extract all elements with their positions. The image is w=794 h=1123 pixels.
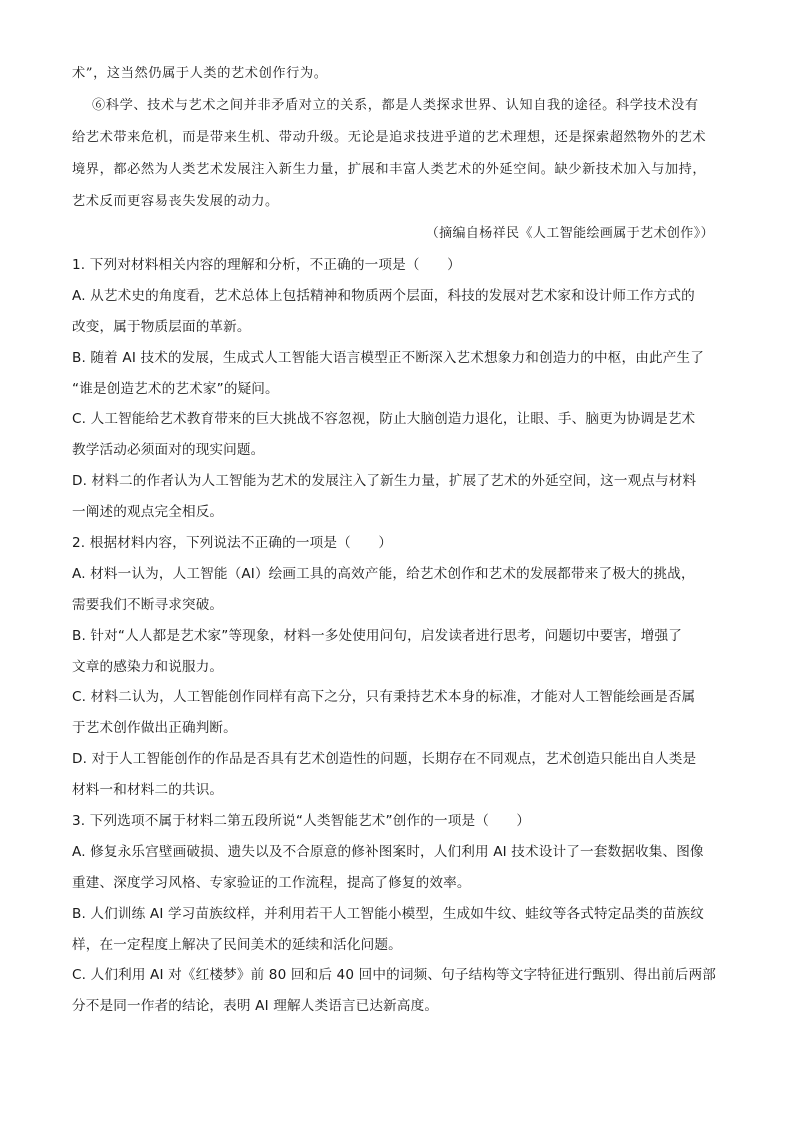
- question-section: [72, 250, 722, 1022]
- option-line: 样，在一定程度上解决了民间美术的延续和活化问题。: [72, 936, 402, 953]
- option-line: B. 随着 AI 技术的发展，生成式人工智能大语言模型正不断深入艺术想象力和创造力的中枢，由此产生了: [72, 349, 704, 366]
- option-line: A. 材料一认为，人工智能（AI）绘画工具的高效产能，给艺术创作和艺术的发展都带来了极大的挑战，: [72, 565, 695, 582]
- option-line: 改变，属于物质层面的革新。: [72, 318, 251, 335]
- source-citation: （摘编自杨祥民《人工智能绘画属于艺术创作》）: [425, 226, 714, 241]
- option-line: 教学活动必须面对的现实问题。: [72, 442, 265, 459]
- reading-passage: [72, 58, 722, 218]
- option-line: 文章的感染力和说服力。: [72, 658, 224, 675]
- option-line: “谁是创造艺术的艺术家”的疑问。: [72, 380, 279, 397]
- passage-line: 术”，这当然仍属于人类的艺术创作行为。: [72, 66, 328, 81]
- option-line: B. 针对“人人都是艺术家”等现象，材料一多处使用问句，启发读者进行思考，问题切中要害，增强了: [72, 627, 683, 644]
- option-line: A. 修复永乐宫壁画破损、遗失以及不合原意的修补图案时，人们利用 AI 技术设计了一套数据收集、图像: [72, 843, 704, 860]
- option-line: 一阐述的观点完全相反。: [72, 504, 224, 521]
- option-line: C. 人们利用 AI 对《红楼梦》前 80 回和后 40 回中的词频、句子结构等文字特征进行甄别、得出前后两部: [72, 967, 716, 984]
- question-stem: 3. 下列选项不属于材料二第五段所说“人类智能艺术”创作的一项是（ ）: [72, 813, 531, 830]
- option-line: D. 对于人工智能创作的作品是否具有艺术创造性的问题，长期存在不同观点，艺术创造只能出自人类是: [72, 751, 697, 768]
- passage-line: 给艺术带来危机，而是带来生机、带动升级。无论是追求技进乎道的艺术理想，还是探索超然物外的艺术: [72, 130, 707, 145]
- option-line: 重建、深度学习风格、专家验证的工作流程，提高了修复的效率。: [72, 874, 471, 891]
- question-stem: 2. 根据材料内容，下列说法不正确的一项是（ ）: [72, 535, 393, 552]
- passage-line: 艺术反而更容易丧失发展的动力。: [72, 194, 279, 209]
- option-line: C. 材料二认为，人工智能创作同样有高下之分，只有秉持艺术本身的标准，才能对人工智能绘画是否属: [72, 689, 696, 706]
- option-line: 于艺术创作做出正确判断。: [72, 720, 237, 737]
- passage-line: ⑥科学、技术与艺术之间并非矛盾对立的关系，都是人类探求世界、认知自我的途径。科学技术没有: [92, 98, 699, 113]
- option-line: 需要我们不断寻求突破。: [72, 596, 224, 613]
- option-line: 分不是同一作者的结论，表明 AI 理解人类语言已达新高度。: [72, 998, 439, 1015]
- passage-line: 境界，都必然为人类艺术发展注入新生力量，扩展和丰富人类艺术的外延空间。缺少新技术加入与加持，: [72, 162, 707, 177]
- option-line: D. 材料二的作者认为人工智能为艺术的发展注入了新生力量，扩展了艺术的外延空间，这一观点与材料: [72, 473, 697, 490]
- option-line: B. 人们训练 AI 学习苗族纹样，并利用若干人工智能小模型，生成如牛纹、蛙纹等各式特定品类的苗族纹: [72, 905, 704, 922]
- option-line: 材料一和材料二的共识。: [72, 782, 224, 799]
- question-stem: 1. 下列对材料相关内容的理解和分析，不正确的一项是（ ）: [72, 257, 461, 273]
- option-line: A. 从艺术史的角度看，艺术总体上包括精神和物质两个层面，科技的发展对艺术家和设计师工作方式的: [72, 287, 695, 304]
- option-line: C. 人工智能给艺术教育带来的巨大挑战不容忽视，防止大脑创造力退化，让眼、手、脑更为协调是艺术: [72, 411, 696, 428]
